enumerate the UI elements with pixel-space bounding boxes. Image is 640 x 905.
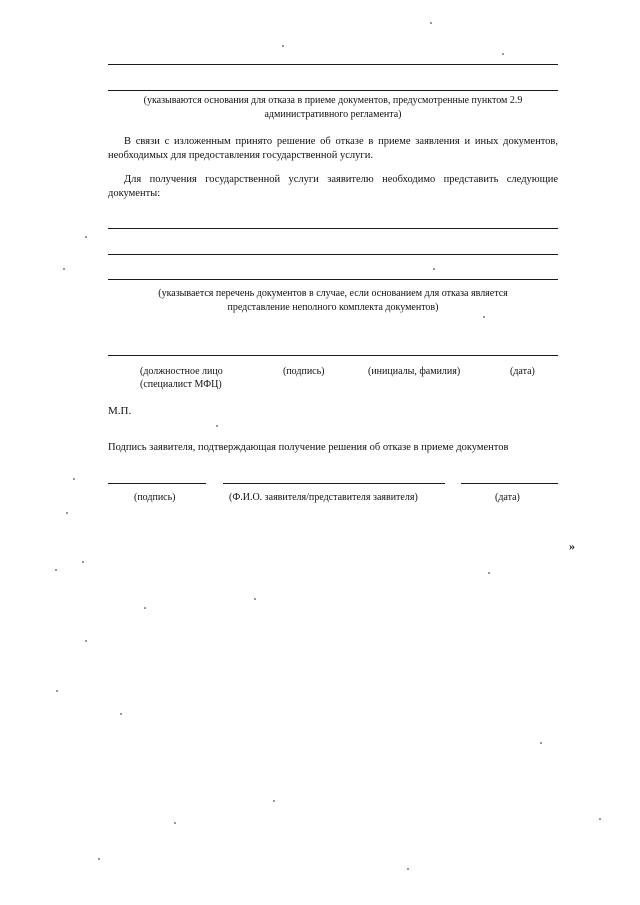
scan-speck [98, 858, 100, 860]
scan-speck [273, 800, 275, 802]
official-position-label-line1: (должностное лицо [140, 366, 223, 377]
docs-line-1 [108, 228, 558, 229]
docs-list-caption-line1: (указывается перечень документов в случае, если основанием для отказа является [158, 288, 508, 299]
reason-line-2 [108, 90, 558, 91]
scan-speck [433, 268, 435, 270]
official-initials-label: (инициалы, фамилия) [368, 366, 461, 377]
scan-speck [63, 268, 65, 270]
scan-speck [55, 569, 57, 571]
scan-speck [407, 868, 409, 870]
scan-speck [430, 22, 432, 24]
scan-speck [66, 512, 68, 514]
applicant-signature-line [108, 483, 206, 484]
scan-speck [599, 818, 601, 820]
applicant-name-line [223, 483, 445, 484]
applicant-signature-label: (подпись) [134, 492, 176, 503]
official-date-label: (дата) [510, 366, 535, 377]
scan-speck [216, 425, 218, 427]
scan-speck [85, 236, 87, 238]
scan-speck [174, 822, 176, 824]
scan-speck [488, 572, 490, 574]
scan-speck [540, 742, 542, 744]
closing-quote-mark: » [569, 539, 575, 553]
scan-speck [282, 45, 284, 47]
applicant-confirmation-text: Подпись заявителя, подтверждающая получение решения об отказе в приеме документов [108, 442, 509, 453]
scan-speck [73, 478, 75, 480]
scan-speck [502, 53, 504, 55]
scan-speck [254, 598, 256, 600]
decision-paragraph: В связи с изложенным принято решение об отказе в приеме заявления и иных документов, необходимых для предоставления государственной услуги. [108, 136, 558, 161]
docs-list-caption-line2: представление неполного комплекта документов) [227, 302, 439, 313]
reason-line-1 [108, 64, 558, 65]
scan-speck [56, 690, 58, 692]
required-docs-paragraph: Для получения государственной услуги заявителю необходимо представить следующие документы: [108, 174, 558, 199]
docs-line-3 [108, 279, 558, 280]
official-signature-line [108, 355, 558, 356]
applicant-date-label: (дата) [495, 492, 520, 503]
applicant-name-label: (Ф.И.О. заявителя/представителя заявителя) [229, 492, 418, 503]
scan-speck [85, 640, 87, 642]
official-signature-label: (подпись) [283, 366, 325, 377]
scan-speck [82, 561, 84, 563]
applicant-date-line [461, 483, 558, 484]
refusal-reason-caption-line2: административного регламента) [264, 109, 402, 120]
official-position-label-line2: (специалист МФЦ) [140, 379, 222, 390]
scan-speck [144, 607, 146, 609]
seal-label: М.П. [108, 405, 132, 417]
scan-speck [120, 713, 122, 715]
refusal-reason-caption-line1: (указываются основания для отказа в приеме документов, предусмотренные пунктом 2.9 [143, 95, 523, 106]
docs-line-2 [108, 254, 558, 255]
scan-speck [483, 316, 485, 318]
